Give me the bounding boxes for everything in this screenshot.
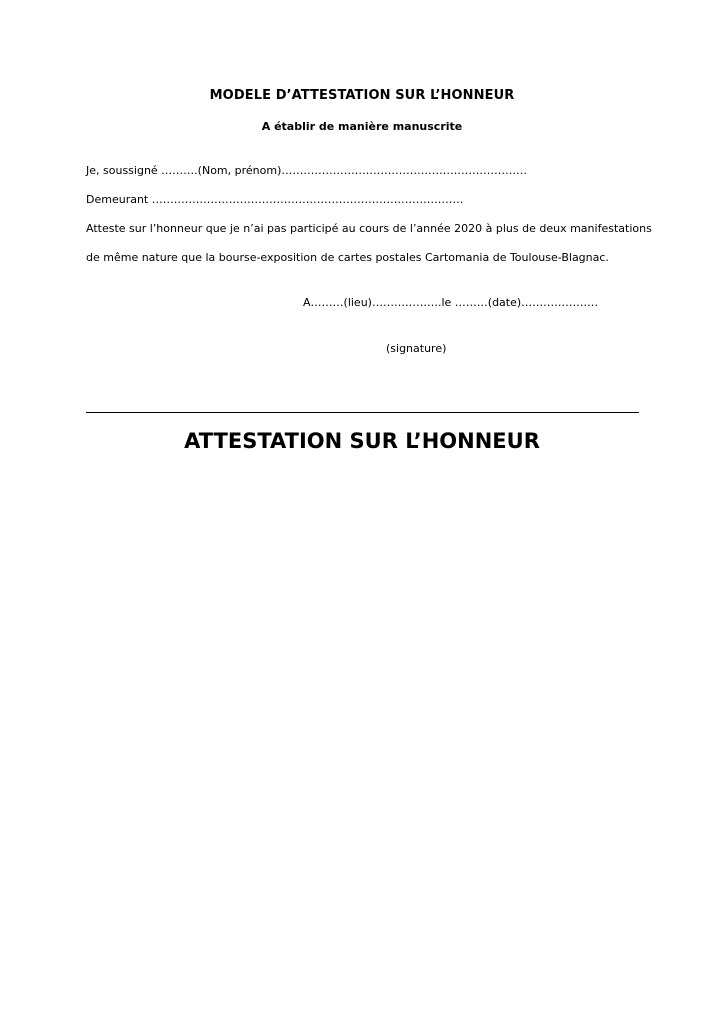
model-title: MODELE D’ATTESTATION SUR L’HONNEUR <box>209 88 515 103</box>
name-line: Je, soussigné ……….(Nom, prénom)…………………………………………………………. <box>86 164 527 177</box>
address-line: Demeurant …………………………………………………………………………. <box>86 193 464 206</box>
horizontal-divider <box>86 412 639 413</box>
attestation-text-line-1: Atteste sur l’honneur que je n’ai pas participé au cours de l’année 2020 à plus de deux manifestations <box>86 222 652 235</box>
signature-label: (signature) <box>386 342 447 355</box>
handwritten-instruction: A établir de manière manuscrite <box>261 120 463 133</box>
attestation-text-line-2: de même nature que la bourse-exposition de cartes postales Cartomania de Toulouse-Blagnac. <box>86 251 609 264</box>
attestation-heading: ATTESTATION SUR L’HONNEUR <box>184 429 540 453</box>
place-date-line: A………(lieu)……………….le ………(date)………………… <box>303 296 599 309</box>
